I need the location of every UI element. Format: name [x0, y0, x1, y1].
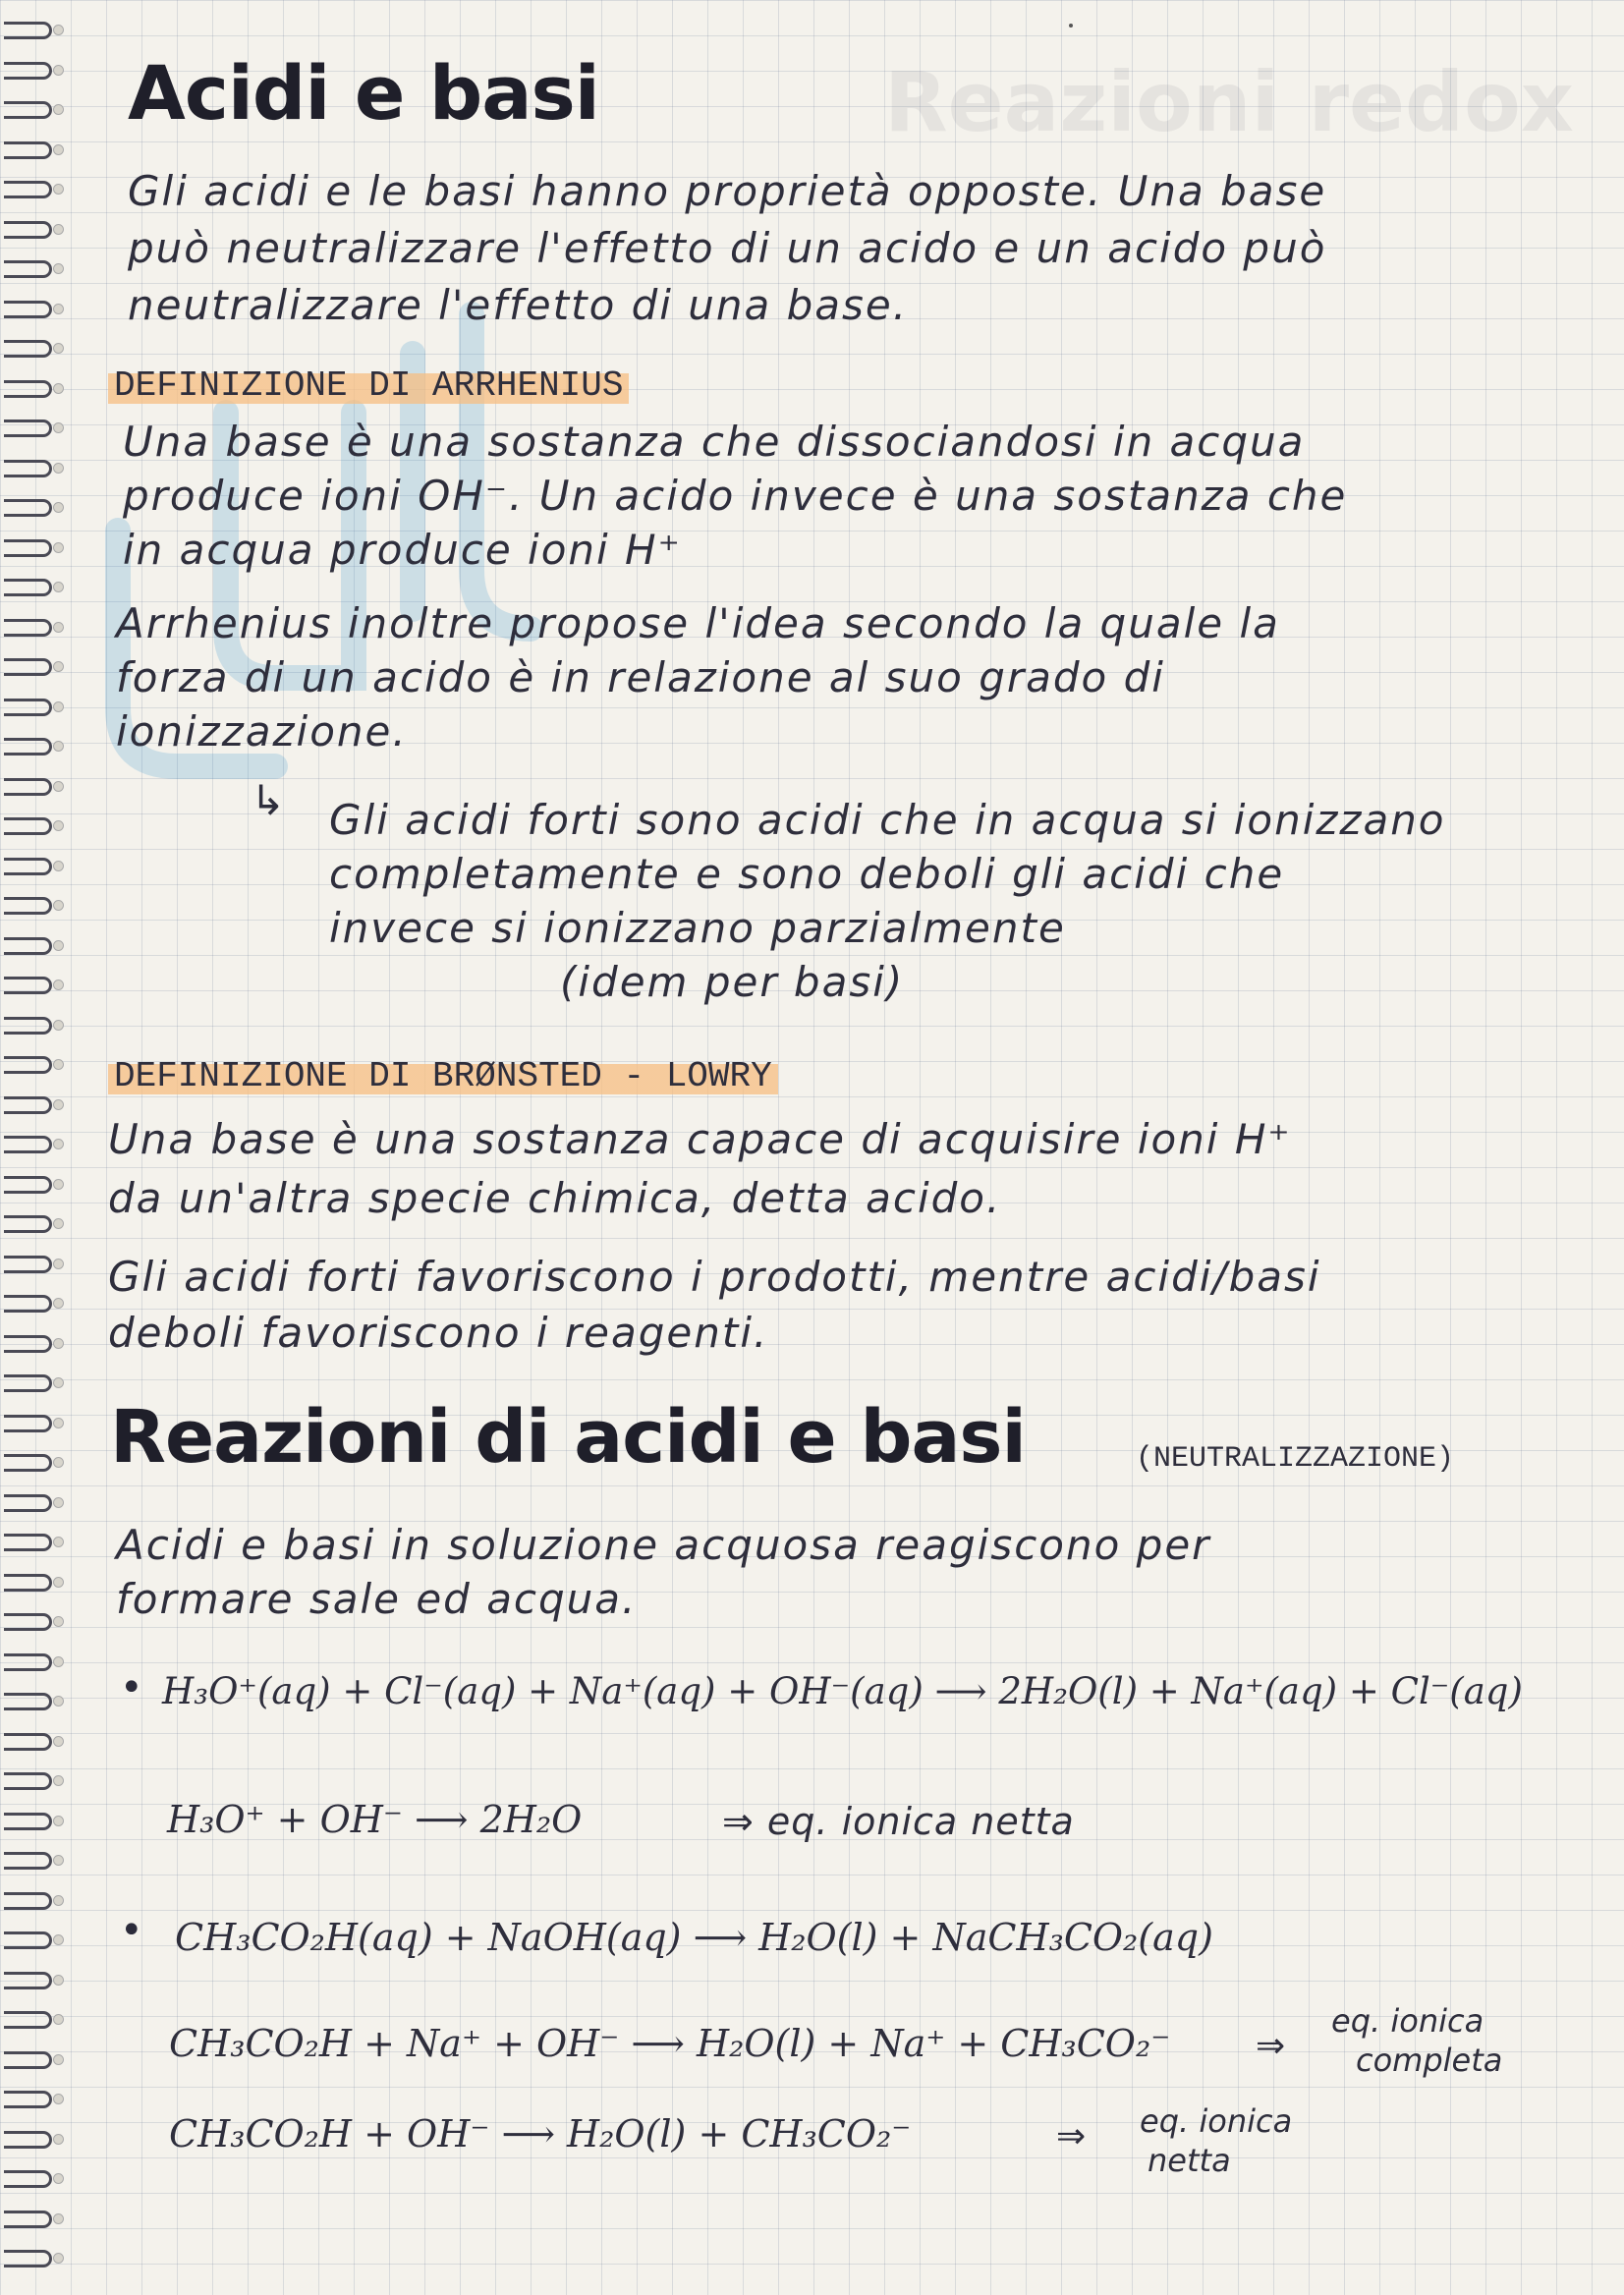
bronsted-line-1: Una base è una sostanza capace di acquisire ioni H⁺: [108, 1115, 1292, 1163]
equation-2-complete-label-2: completa: [1356, 2042, 1503, 2079]
arrhenius-note-2: completamente e sono deboli gli acidi che: [329, 850, 1285, 898]
arrhenius-line-1: Una base è una sostanza che dissociandosi in acqua: [123, 418, 1306, 466]
arrhenius-note-4: (idem per basi): [560, 958, 905, 1006]
main-title: Acidi e basi: [128, 49, 599, 137]
reactions-intro-1: Acidi e basi in soluzione acquosa reagiscono per: [116, 1521, 1211, 1569]
bronsted-line-2: da un'altra specie chimica, detta acido.: [108, 1174, 1002, 1222]
ink-speck: [1069, 24, 1073, 28]
bullet-icon-2: •: [120, 1908, 143, 1953]
arrhenius-extra-3: ionizzazione.: [116, 707, 408, 756]
equation-2-net-label-2: netta: [1148, 2142, 1231, 2179]
equation-2-net-arrow: ⇒: [1056, 2116, 1087, 2156]
bronsted-section-label: DEFINIZIONE DI BRØNSTED - LOWRY: [108, 1056, 778, 1096]
section-title-reactions: Reazioni di acidi e basi: [110, 1395, 1026, 1480]
reactions-intro-2: formare sale ed acqua.: [116, 1575, 638, 1623]
arrhenius-section-label: DEFINIZIONE DI ARRHENIUS: [108, 365, 629, 406]
equation-1-net-label: ⇒ eq. ionica netta: [722, 1800, 1075, 1843]
section-title-note: (NEUTRALIZZAZIONE): [1136, 1442, 1455, 1476]
equation-2-complete: CH₃CO₂H + Na⁺ + OH⁻ ⟶ H₂O(l) + Na⁺ + CH₃CO₂⁻: [169, 2022, 1171, 2065]
intro-line-2: può neutralizzare l'effetto di un acido e un acido può: [128, 224, 1327, 272]
arrhenius-line-3: in acqua produce ioni H⁺: [123, 526, 682, 574]
equation-2-net: CH₃CO₂H + OH⁻ ⟶ H₂O(l) + CH₃CO₂⁻: [169, 2112, 912, 2155]
equation-2-complete-label-1: eq. ionica: [1331, 2002, 1484, 2040]
equation-2: CH₃CO₂H(aq) + NaOH(aq) ⟶ H₂O(l) + NaCH₃CO₂(aq): [175, 1916, 1213, 1959]
bronsted-extra-2: deboli favoriscono i reagenti.: [108, 1309, 769, 1357]
arrhenius-extra-1: Arrhenius inoltre propose l'idea secondo la quale la: [116, 599, 1280, 647]
equation-2-net-label-1: eq. ionica: [1140, 2102, 1293, 2140]
intro-line-1: Gli acidi e le basi hanno proprietà opposte. Una base: [128, 167, 1327, 215]
arrhenius-note-1: Gli acidi forti sono acidi che in acqua si ionizzano: [329, 796, 1446, 844]
intro-line-3: neutralizzare l'effetto di una base.: [128, 281, 909, 329]
note-arrow-icon: ↳: [251, 776, 288, 824]
bleed-through-title: Reazioni redox: [884, 54, 1574, 150]
arrhenius-extra-2: forza di un acido è in relazione al suo grado di: [116, 653, 1165, 701]
equation-2-complete-arrow: ⇒: [1256, 2026, 1286, 2066]
equation-1: H₃O⁺(aq) + Cl⁻(aq) + Na⁺(aq) + OH⁻(aq) ⟶ 2H₂O(l) + Na⁺(aq) + Cl⁻(aq): [162, 1670, 1523, 1712]
bullet-icon: •: [120, 1665, 143, 1710]
arrhenius-note-3: invece si ionizzano parzialmente: [329, 904, 1066, 952]
equation-1-net: H₃O⁺ + OH⁻ ⟶ 2H₂O: [167, 1798, 583, 1841]
bronsted-extra-1: Gli acidi forti favoriscono i prodotti, mentre acidi/basi: [108, 1253, 1321, 1301]
arrhenius-line-2: produce ioni OH⁻. Un acido invece è una sostanza che: [123, 472, 1348, 520]
